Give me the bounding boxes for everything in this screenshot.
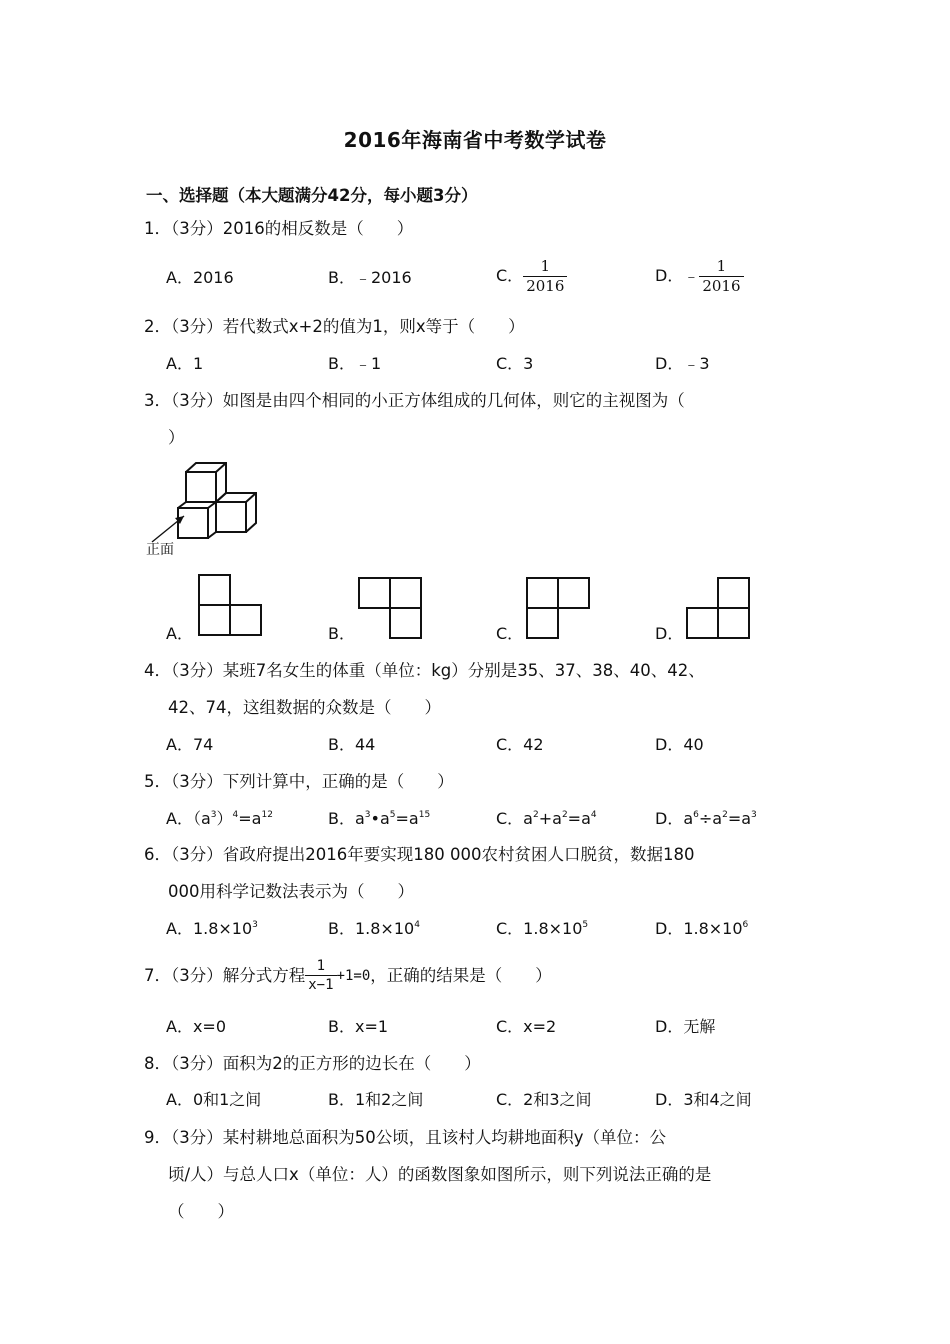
question-2-option-d[interactable]: D．﹣3 [655,354,710,373]
question-3-option-c[interactable]: C． [496,624,524,643]
option-text: C．1.8×10 [496,919,583,938]
question-9-stem-continued: 顷/人）与总人口x（单位：人）的函数图象如图所示，则下列说法正确的是 [168,1165,712,1184]
exponent: 5 [582,920,589,930]
question-1-stem: 1．（3分）2016的相反数是（ ） [144,219,414,238]
question-9-stem-continued-2: （ ） [168,1202,234,1221]
question-1-option-d[interactable] [655,258,744,295]
exponent: 15 [418,810,431,820]
option-label: C． [496,266,524,285]
question-4-option-a[interactable]: A．74 [166,735,214,754]
exponent: 5 [389,810,396,820]
question-8-option-d[interactable]: D．3和4之间 [655,1090,752,1109]
front-view-label: 正面 [146,542,174,558]
minus-sign: ﹣ [683,266,700,285]
expr-part: ） [216,809,233,828]
fraction-denominator: 2016 [699,276,743,295]
fraction-numerator: 1 [316,958,326,974]
option-label: D． [655,266,684,285]
option-text: A．1.8×10 [166,919,253,938]
question-8-stem: 8．（3分）面积为2的正方形的边长在（ ） [144,1054,481,1073]
question-4-stem: 4．（3分）某班7名女生的体重（单位：kg）分别是35、37、38、40、42、 [144,661,705,680]
question-1-option-a[interactable]: A．2016 [166,268,234,287]
question-3-option-d[interactable]: D． [655,624,684,643]
question-4-option-b[interactable]: B．44 [328,735,376,754]
question-8-option-a[interactable]: A．0和1之间 [166,1090,262,1109]
exponent: 6 [693,810,699,820]
exponent: 3 [364,810,371,820]
question-4-stem-continued: 42、74，这组数据的众数是（ ） [168,698,441,717]
question-5-option-d[interactable] [655,809,757,829]
stem-text: 7．（3分）解分式方程 [144,965,306,985]
question-7-option-c[interactable]: C．x=2 [496,1017,557,1036]
stem-text: ，正确的结果是（ ） [370,965,552,985]
option-text: D．1.8×10 [655,919,743,938]
question-3-stem-continued: ） [168,428,185,447]
question-2-option-c[interactable]: C．3 [496,354,534,373]
question-2-option-a[interactable]: A．1 [166,354,204,373]
fraction-numerator: 1 [716,257,727,275]
question-6-stem: 6．（3分）省政府提出2016年要实现180 000农村贫困人口脱贫，数据180 [144,845,695,864]
exponent: 2 [532,810,539,820]
question-2-stem: 2．（3分）若代数式x+2的值为1，则x等于（ ） [144,317,525,336]
fraction-numerator: 1 [540,257,551,275]
fraction [523,258,567,295]
expr-part: =a [727,809,752,828]
question-4-option-d[interactable]: D．40 [655,735,704,754]
question-6-stem-continued: 000用科学记数法表示为（ ） [168,882,414,901]
question-7-option-b[interactable]: B．x=1 [328,1017,389,1036]
question-5-option-c[interactable] [496,809,597,829]
question-3-stem: 3．（3分）如图是由四个相同的小正方体组成的几何体，则它的主视图为（ [144,391,685,410]
question-7-stem [144,958,552,993]
exponent: 4 [414,920,420,930]
expr-part: +a [538,809,562,828]
question-6-option-b[interactable] [328,919,420,939]
exponent: 6 [742,920,749,930]
exponent: 3 [210,810,217,820]
expr-part: D．a [655,809,694,828]
option-d-view-diagram [686,577,752,639]
equation-rest: +1=0 [336,967,371,984]
expr-part: B．a [328,809,365,828]
question-5-stem: 5．（3分）下列计算中，正确的是（ ） [144,772,454,791]
question-1-option-b[interactable]: B．﹣2016 [328,268,412,287]
option-a-view-diagram [198,574,264,636]
option-b-view-diagram [358,577,424,639]
question-8-option-b[interactable]: B．1和2之间 [328,1090,424,1109]
exponent: 12 [261,810,273,820]
question-1-option-c[interactable] [496,258,567,295]
expr-part: C．a [496,809,533,828]
fraction-denominator: 2016 [523,276,567,295]
expr-part: =a [395,809,419,828]
question-5-option-a[interactable] [166,809,273,829]
page-title: 2016年海南省中考数学试卷 [343,128,607,152]
fraction [699,258,743,295]
question-2-option-b[interactable]: B．﹣1 [328,354,382,373]
expr-part: ÷a [698,809,723,828]
fraction-denominator: x−1 [305,975,336,993]
question-7-option-d[interactable]: D．无解 [655,1017,716,1036]
exponent: 4 [590,810,597,820]
option-text: B．1.8×10 [328,919,415,938]
exponent: 3 [751,810,757,820]
question-4-option-c[interactable]: C．42 [496,735,544,754]
question-6-option-a[interactable] [166,919,258,939]
exponent: 2 [561,810,568,820]
question-7-option-a[interactable]: A．x=0 [166,1017,227,1036]
section-heading: 一、选择题（本大题满分42分，每小题3分） [146,186,478,205]
expr-part: A．（a [166,809,211,828]
exponent: 2 [722,810,728,820]
exponent: 3 [252,920,258,930]
equation-fraction [305,958,336,993]
expr-part: =a [238,809,262,828]
question-5-option-b[interactable] [328,809,430,829]
exponent: 4 [232,810,239,820]
option-c-view-diagram [526,577,592,639]
expr-part: •a [370,809,390,828]
question-9-stem: 9．（3分）某村耕地总面积为50公顷，且该村人均耕地面积y（单位：公 [144,1128,667,1147]
question-3-option-a[interactable]: A． [166,624,193,643]
question-6-option-c[interactable] [496,919,588,939]
question-3-option-b[interactable]: B． [328,624,355,643]
question-6-option-d[interactable] [655,919,748,939]
expr-part: =a [567,809,591,828]
question-8-option-c[interactable]: C．2和3之间 [496,1090,592,1109]
